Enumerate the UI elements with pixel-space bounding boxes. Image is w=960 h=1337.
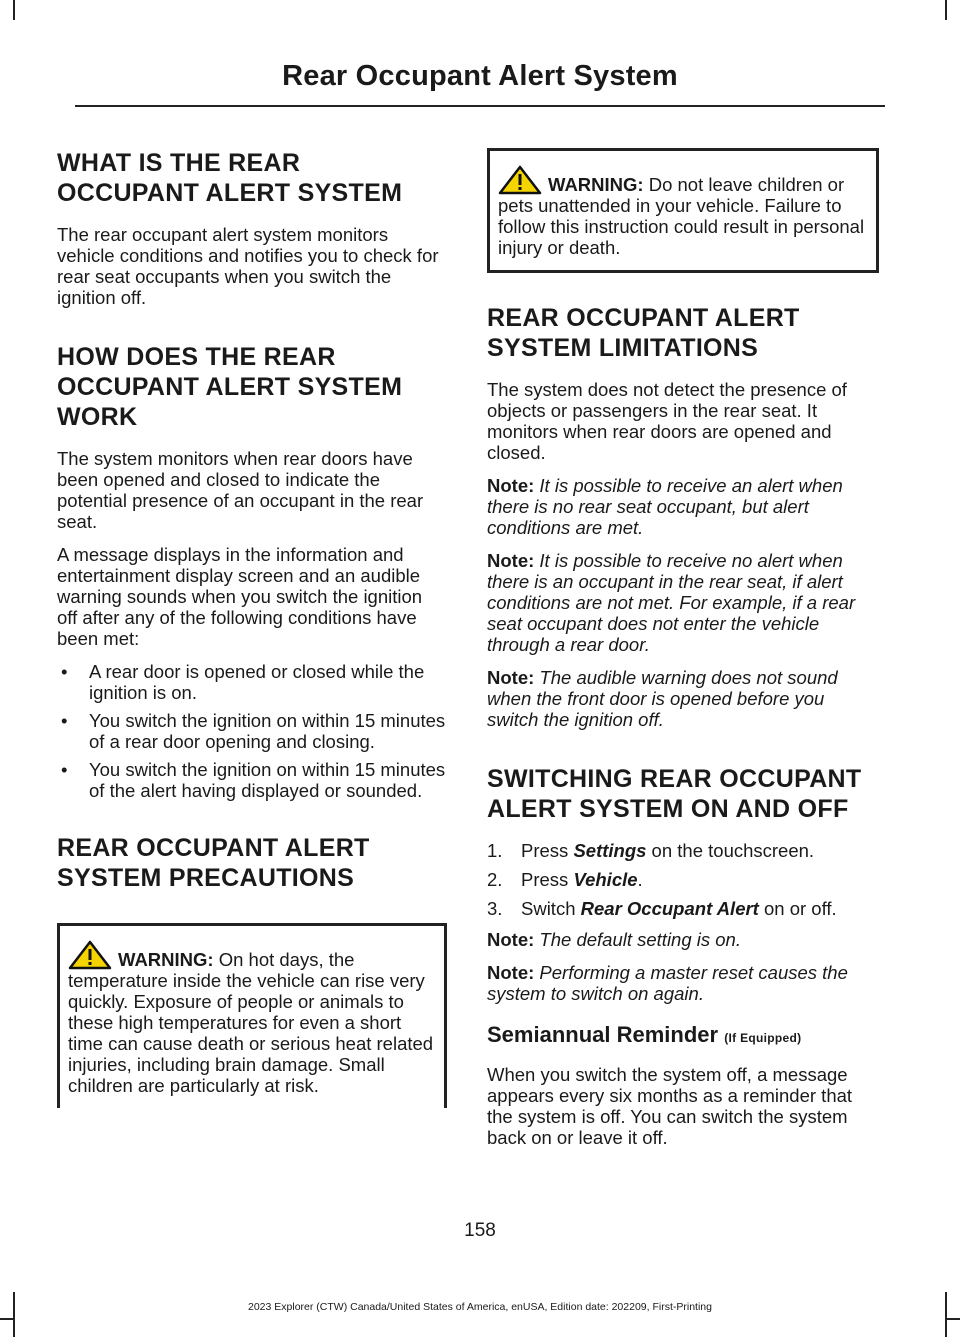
crop-mark [946,1318,960,1320]
warning-box-heat [57,923,447,1108]
crop-mark [0,1318,14,1320]
warning-text: On hot days, the temperature inside the vehicle can rise very quickly. Exposure of people or animals to these high temperatures for even a short time can cause death or serious heat related injuries, including brain damage. Small children are particularly at risk. [68,949,434,1096]
list-item: 3. Switch Rear Occupant Alert on or off. [487,898,837,919]
list-item: • A rear door is opened or closed while the ignition is on. [61,661,425,703]
bullet: • [61,661,68,682]
right-column [487,148,879,1160]
crop-mark [945,0,947,20]
paragraph-reminder: When you switch the system off, a message appears every six months as a reminder that the system is off. You can switch the system back on or leave it off. [487,1064,853,1148]
warning-label: WARNING: [118,949,214,970]
note-1: Note: It is possible to receive an alert when there is no rear seat occupant, but alert conditions are met. [487,475,843,538]
paragraph-how-1: The system monitors when rear doors have been opened and closed to indicate the potential presence of an occupant in the rear seat. [57,448,424,532]
heading-what-is: WHAT IS THE REAR OCCUPANT ALERT SYSTEM [57,149,403,207]
note-4: Note: The default setting is on. [487,929,741,950]
note-5: Note: Performing a master reset causes the system to switch on again. [487,962,848,1004]
crop-mark [13,1292,15,1337]
condition-list [57,661,447,801]
paragraph-how-2: A message displays in the information and entertainment display screen and an audible warning sounds when you switch the ignition off after any of the following conditions have been met: [57,544,423,649]
note-2: Note: It is possible to receive no alert when there is an occupant in the rear seat, if alert conditions are not met. For example, if a rear seat occupant does not enter the vehicle through a rear door. [487,550,856,655]
list-item: • You switch the ignition on within 15 minutes of a rear door opening and closing. [61,710,446,752]
heading-how-does: HOW DOES THE REAR OCCUPANT ALERT SYSTEM WORK [57,343,403,431]
bullet: • [61,710,68,731]
header-divider [75,105,885,107]
page-number: 158 [464,1220,496,1241]
note-3: Note: The audible warning does not sound when the front door is opened before you switch the ignition off. [487,667,838,730]
warning-triangle-icon [68,940,112,970]
list-item: 1. Press Settings on the touchscreen. [487,840,815,861]
left-column [57,148,447,1128]
subheading-reminder: Semiannual Reminder (If Equipped) [487,1022,802,1047]
footer-edition: 2023 Explorer (CTW) Canada/United States of America, enUSA, Edition date: 202209, First-Printing [248,1301,712,1313]
warning-text: Do not leave children or pets unattended in your vehicle. Failure to follow this instruction could result in personal injury or death. [498,174,865,258]
page-title: Rear Occupant Alert System [282,60,678,92]
warning-triangle-icon [498,165,542,195]
bullet: • [61,759,68,780]
list-item: • You switch the ignition on within 15 minutes of the alert having displayed or sounded. [61,759,446,801]
steps-list [487,840,879,919]
heading-precautions: REAR OCCUPANT ALERT SYSTEM PRECAUTIONS [57,834,370,892]
list-item: 2. Press Vehicle. [487,869,643,890]
warning-label: WARNING: [548,174,644,195]
heading-limitations: REAR OCCUPANT ALERT SYSTEM LIMITATIONS [487,304,800,362]
paragraph-limitations: The system does not detect the presence of objects or passengers in the rear seat. It monitors when rear doors are opened and closed. [487,379,847,463]
paragraph-what-is: The rear occupant alert system monitors vehicle conditions and notifies you to check for rear seat occupants when you switch the ignition off. [57,224,439,308]
crop-mark [945,1292,947,1337]
crop-mark [13,0,15,20]
warning-box-unattended [487,148,879,273]
heading-switching: SWITCHING REAR OCCUPANT ALERT SYSTEM ON AND OFF [487,765,862,823]
